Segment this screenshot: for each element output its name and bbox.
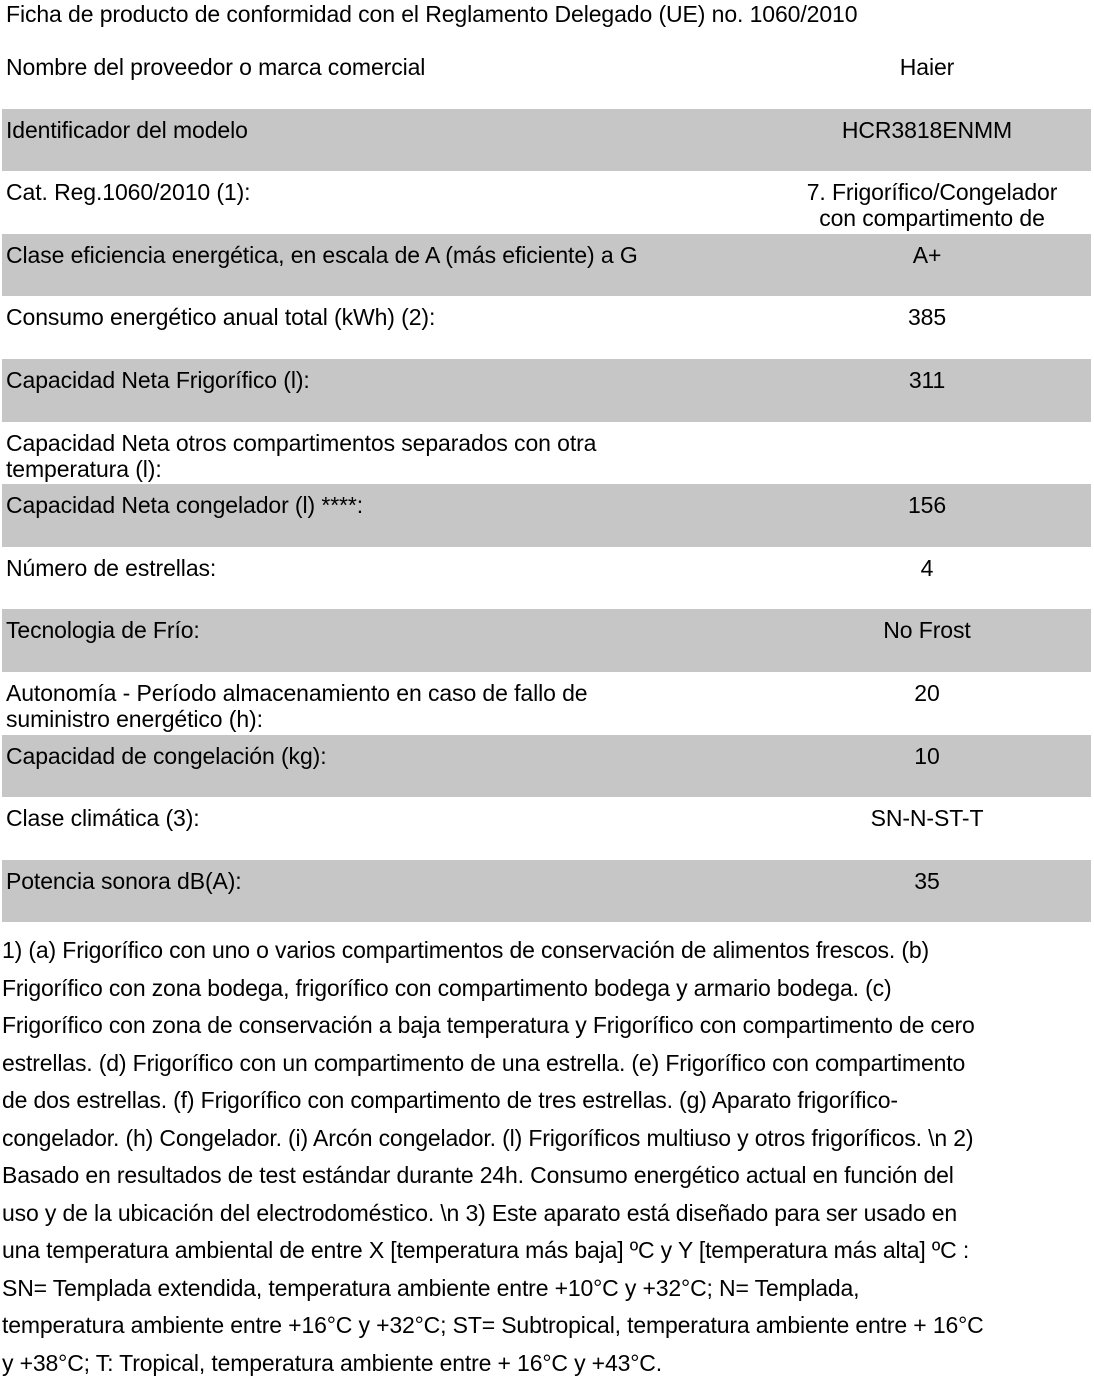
spec-label: Autonomía - Período almacenamiento en caso de fallo de suministro energético (h):	[6, 680, 666, 732]
spec-row-supplier	[2, 46, 1091, 109]
spec-row-other-compartments	[2, 422, 1091, 485]
spec-table	[2, 46, 1091, 922]
footnote-line: uso y de la ubicación del electrodoméstico. \n 3) Este aparato está diseñado para ser usado en	[2, 1195, 1090, 1233]
footnote-line: estrellas. (d) Frigorífico con un compartimento de una estrella. (e) Frigorífico con compartimento	[2, 1045, 1090, 1083]
spec-value: 7. Frigorífico/Congelador con compartimento de	[787, 179, 1077, 231]
spec-row-annual-consumption	[2, 296, 1091, 359]
spec-row-model	[2, 109, 1091, 172]
spec-value: 20	[762, 680, 1092, 706]
spec-value: A+	[762, 242, 1092, 268]
spec-row-freezing-capacity	[2, 735, 1091, 798]
page-title: Ficha de producto de conformidad con el Reglamento Delegado (UE) no. 1060/2010	[6, 0, 857, 28]
spec-label: Capacidad de congelación (kg):	[6, 743, 696, 769]
footnote-line: Frigorífico con zona de conservación a baja temperatura y Frigorífico con compartimento de cero	[2, 1007, 1090, 1045]
spec-label: Cat. Reg.1060/2010 (1):	[6, 179, 696, 205]
spec-label: Identificador del modelo	[6, 117, 696, 143]
spec-label: Clase eficiencia energética, en escala de A (más eficiente) a G	[6, 242, 696, 268]
spec-label: Clase climática (3):	[6, 805, 696, 831]
footnote-line: y +38°C; T: Tropical, temperatura ambiente entre + 16°C y +43°C.	[2, 1345, 1090, 1382]
footnote-line: temperatura ambiente entre +16°C y +32°C; ST= Subtropical, temperatura ambiente entre + 16°C	[2, 1307, 1090, 1345]
spec-row-fridge-capacity	[2, 359, 1091, 422]
footnote-line: 1) (a) Frigorífico con uno o varios compartimentos de conservación de alimentos frescos. (b)	[2, 932, 1090, 970]
spec-value: Haier	[762, 54, 1092, 80]
spec-label: Capacidad Neta Frigorífico (l):	[6, 367, 696, 393]
footnote-line: SN= Templada extendida, temperatura ambiente entre +10°C y +32°C; N= Templada,	[2, 1270, 1090, 1308]
spec-value: 4	[762, 555, 1092, 581]
spec-row-stars	[2, 547, 1091, 610]
spec-value: No Frost	[762, 617, 1092, 643]
spec-label: Nombre del proveedor o marca comercial	[6, 54, 696, 80]
spec-row-category	[2, 171, 1091, 234]
spec-label: Tecnologia de Frío:	[6, 617, 696, 643]
footnote-line: Basado en resultados de test estándar durante 24h. Consumo energético actual en función del	[2, 1157, 1090, 1195]
spec-label: Capacidad Neta otros compartimentos separados con otra temperatura (l):	[6, 430, 666, 482]
spec-row-noise	[2, 860, 1091, 923]
spec-label: Número de estrellas:	[6, 555, 696, 581]
spec-value: 10	[762, 743, 1092, 769]
footnote-line: Frigorífico con zona bodega, frigorífico con compartimento bodega y armario bodega. (c)	[2, 970, 1090, 1008]
spec-value: 35	[762, 868, 1092, 894]
spec-value: 385	[762, 304, 1092, 330]
spec-value: HCR3818ENMM	[762, 117, 1092, 143]
footnote-line: de dos estrellas. (f) Frigorífico con compartimento de tres estrellas. (g) Aparato frigorífico-	[2, 1082, 1090, 1120]
spec-label: Potencia sonora dB(A):	[6, 868, 696, 894]
spec-value: 311	[762, 367, 1092, 393]
spec-value: 156	[762, 492, 1092, 518]
spec-label: Capacidad Neta congelador (l) ****:	[6, 492, 696, 518]
spec-label: Consumo energético anual total (kWh) (2):	[6, 304, 696, 330]
spec-row-autonomy	[2, 672, 1091, 735]
footnote-line: una temperatura ambiental de entre X [temperatura más baja] ºC y Y [temperatura más alta] ºC :	[2, 1232, 1090, 1270]
spec-value: SN-N-ST-T	[762, 805, 1092, 831]
spec-row-cooling-technology	[2, 609, 1091, 672]
spec-row-freezer-capacity	[2, 484, 1091, 547]
spec-row-climate-class	[2, 797, 1091, 860]
footnotes	[2, 932, 1090, 1382]
footnote-line: congelador. (h) Congelador. (i) Arcón congelador. (l) Frigoríficos multiuso y otros frigoríficos. \n 2)	[2, 1120, 1090, 1158]
spec-row-energy-class	[2, 234, 1091, 297]
